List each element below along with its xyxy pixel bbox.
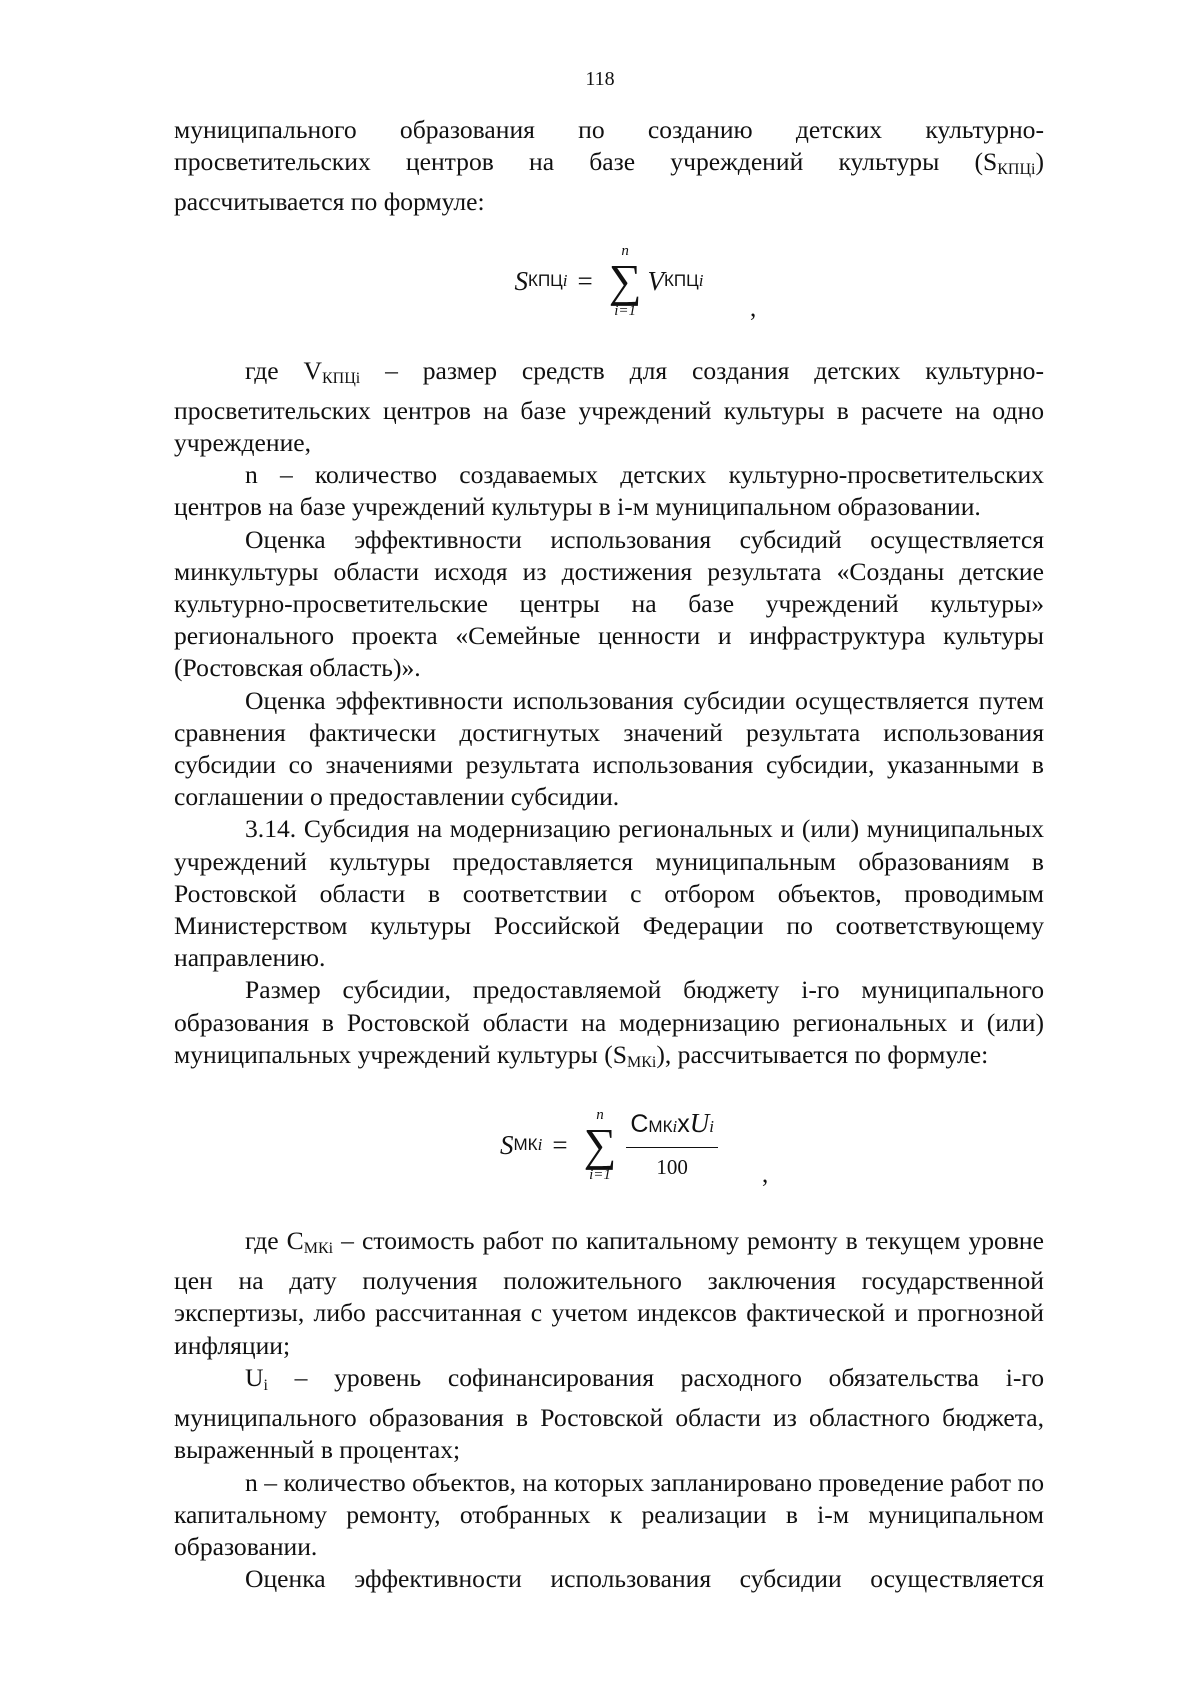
formula-2-num-c-sub: МК [648,1117,673,1137]
formula-2-sum-lower: i=1 [589,1167,611,1184]
sigma-icon: ∑ [608,254,642,306]
paragraph-7-text: Размер субсидии, предоставляемой бюджету i-го муниципального образования в Ростовской области на модернизацию региональных и (или) муниципальных учреждений культуры (S [174,975,1044,1069]
formula-2-num-c-sub-i: i [672,1117,678,1137]
formula-1-sum-upper: n [621,242,629,259]
paragraph-1-end: ) рассчитывается по формуле: [174,147,1044,217]
formula-1-lhs-sub: КПЦ [528,270,563,290]
formula-2-sum [584,1107,617,1183]
formula-kpc [174,223,1044,339]
formula-2-num-c: C [630,1110,649,1139]
paragraph-11: Оценка эффективности использования субсидии осуществляется [245,1564,1044,1594]
formula-2-equals: = [552,1129,568,1160]
paragraph-2-subscript: КПЦi [321,369,361,387]
paragraph-9-subscript: i [263,1376,268,1394]
paragraph-10: n – количество объектов, на которых запланировано проведение работ по капитальному ремонту, отобранных к реализации в i-м муниципальном образовании. [174,1467,1044,1561]
formula-1-sum-lower: i=1 [614,302,637,319]
formula-1-comma: , [750,294,757,322]
formula-2-num-u-sub: i [709,1117,714,1137]
formula-mk [174,1087,1044,1203]
formula-2-lhs-var: S [500,1129,514,1160]
formula-2-lhs-sub-i: i [537,1134,543,1154]
paragraph-8 [174,1225,1044,1362]
paragraph-1-text: муниципального образования по созданию детских культурно-просветительских центров на базе учреждений культуры (S [174,115,1044,177]
paragraph-7-end: ), рассчитывается по формуле: [656,1039,989,1069]
paragraph-8-subscript: МКi [303,1240,334,1258]
paragraph-5: Оценка эффективности использования субсидии осуществляется путем сравнения фактически достигнутых значений результата использования субсидии со значениями результата использования субсидии, указанными в соглашении о предоставлении субсидии. [174,685,1044,812]
paragraph-7 [174,974,1044,1079]
formula-2-numerator [626,1107,718,1147]
paragraph-9 [174,1362,1044,1467]
paragraph-9-end: – уровень софинансирования расходного обязательства i-го муниципального образования в Ростовской области из областного бюджета, выраженный в процентах; [174,1362,1044,1465]
paragraph-6: 3.14. Субсидия на модернизацию региональных и (или) муниципальных учреждений культуры предоставляется муниципальным образованиям в Ростовской области в соответствии с отбором объектов, проводимым Министерством культуры Российской Федерации по соответствующему направлению. [174,814,1044,973]
paragraph-1 [174,114,1044,219]
paragraph-8-start: где C [245,1226,304,1256]
paragraph-2-end: – размер средств для создания детских культурно-просветительских центров на базе учреждений культуры в расчете на одно учреждение, [174,355,1044,458]
formula-1-term-sub-i: i [698,270,704,290]
paragraph-4: Оценка эффективности использования субсидий осуществляется минкультуры области исходя из достижения результата «Созданы детские культурно-просветительские центры на базе учреждений культуры» регионального проекта «Семейные ценности и инфраструктура культуры (Ростовская область)». [174,524,1044,683]
paragraph-2-start: где V [245,355,322,385]
formula-1-sum [609,243,642,319]
sigma-icon: ∑ [583,1119,617,1171]
paragraph-3: n – количество создаваемых детских культурно-просветительских центров на базе учреждений культуры в i-м муниципальном образовании. [174,460,1044,522]
formula-1-term-sub: КПЦ [664,270,699,290]
page-number: 118 [585,68,615,90]
formula-2-lhs-sub: МК [513,1134,538,1154]
formula-2-denominator: 100 [656,1154,688,1179]
formula-2-sum-upper: n [596,1107,604,1124]
paragraph-1-subscript: КПЦi [997,161,1036,179]
formula-2-num-u: U [689,1108,710,1139]
formula-1-equals: = [577,265,593,296]
document-body [174,114,1044,1595]
formula-2-comma: , [762,1161,769,1189]
formula-2-num-x: x [677,1110,690,1139]
formula-1-lhs-sub-i: i [562,270,568,290]
formula-2-fraction [626,1107,718,1182]
paragraph-8-end: – стоимость работ по капитальному ремонту в текущем уровне цен на дату получения положительного заключения государственной экспертизы, либо рассчитанная с учетом индексов фактической и прогнозной инфляции; [174,1226,1044,1360]
paragraph-7-subscript: МКi [626,1053,657,1071]
paragraph-2 [174,355,1044,460]
paragraph-9-start: U [245,1362,264,1392]
formula-1-term-var: V [647,265,665,296]
formula-1-lhs-var: S [514,265,529,296]
